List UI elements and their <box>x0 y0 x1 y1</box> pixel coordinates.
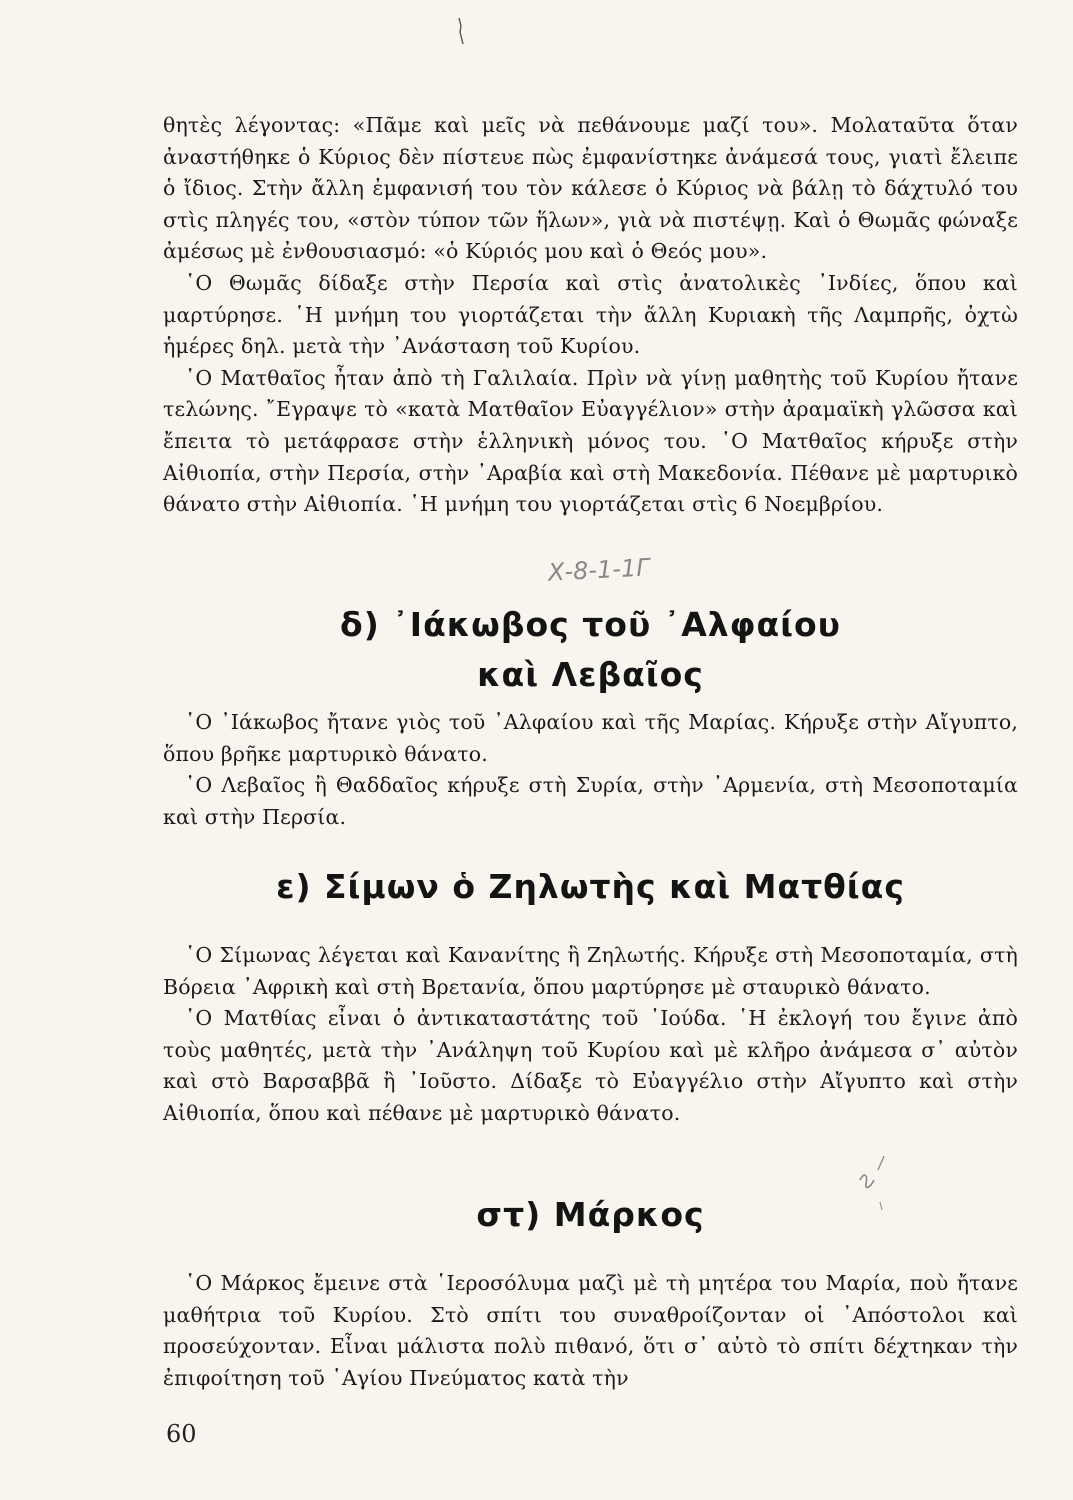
paragraph-lebbaeus: ῾Ο Λεβαῖος ἢ Θαδδαῖος κήρυξε στὴ Συρία, στὴν ᾿Αρμενία, στὴ Μεσοποταμία καὶ στὴν Περσία. <box>163 773 1018 829</box>
section-heading-james-lebbaeus <box>163 600 1018 700</box>
paragraph-thomas-doubt: θητὲς λέγοντας: «Πᾶμε καὶ μεῖς νὰ πεθάνουμε μαζί του». Μολαταῦτα ὅταν ἀναστήθηκε ὁ Κύριος δὲν πίστευε πὼς ἐμφανίστηκε ἀνάμεσά τους, γιατὶ ἔλειπε ὁ ἴδιος. Στὴν ἄλλη ἐμφανισή του τὸν κάλεσε ὁ Κύριος νὰ βάλῃ τὸ δάχτυλό του στὶς πληγές του, «στὸν τύπον τῶν ἥλων», γιὰ νὰ πιστέψῃ. Καὶ ὁ Θωμᾶς φώναξε ἀμέσως μὲ ἐνθουσιασμό: «ὁ Κύριός μου καὶ ὁ Θεός μου». <box>163 113 1018 264</box>
paragraph-james: ῾Ο ᾿Ιάκωβος ἤτανε γιὸς τοῦ ᾿Αλφαίου καὶ τῆς Μαρίας. Κήρυξε στὴν Αἴγυπτο, ὅπου βρῆκε μαρτυρικὸ θάνατο. <box>163 710 1018 766</box>
paragraph-thomas-memory: ῾Ο Θωμᾶς δίδαξε στὴν Περσία καὶ στὶς ἀνατολικὲς ᾿Ινδίες, ὅπου καὶ μαρτύρησε. ῾Η μνήμη του γιορτάζεται τὴν ἄλλη Κυριακὴ τῆς Λαμπρῆς, ὀχτὼ ἡμέρες δηλ. μετὰ τὴν ᾿Ανάσταση τοῦ Κυρίου. <box>163 270 1018 359</box>
section-heading-simon-matthias: ε) Σίμων ὁ Ζηλωτὴς καὶ Ματθίας <box>276 867 905 906</box>
section-e-text-block <box>163 940 1018 1130</box>
continuation-text-block <box>163 110 1018 521</box>
paragraph-mark: ῾Ο Μάρκος ἔμεινε στὰ ῾Ιεροσόλυμα μαζὶ μὲ τὴ μητέρα του Μαρία, ποὺ ἤτανε μαθήτρια τοῦ Κυρίου. Στὸ σπίτι του συναθροίζονταν οἱ ᾿Απόστολοι καὶ προσεύχονταν. Εἶναι μάλιστα πολὺ πιθανό, ὅτι σ᾿ αὐτὸ τὸ σπίτι δέχτηκαν τὴν ἐπιφοίτηση τοῦ ῾Αγίου Πνεύματος κατὰ τὴν <box>163 1271 1018 1390</box>
scan-mark-icon <box>458 18 464 44</box>
paragraph-matthew: ῾Ο Ματθαῖος ἦταν ἀπὸ τὴ Γαλιλαία. Πρὶν νὰ γίνῃ μαθητὴς τοῦ Κυρίου ἤτανε τελώνης. ῎Εγραψε τὸ «κατὰ Ματθαῖον Εὐαγγέλιον» στὴν ἀραμαϊκὴ γλῶσσα καὶ ἔπειτα τὸ μετάφρασε στὴν ἑλληνικὴ μόνος του. ῾Ο Ματθαῖος κήρυξε στὴν Αἰθιοπία, στὴν Περσία, στὴν ᾿Αραβία καὶ στὴ Μακεδονία. Πέθανε μὲ μαρτυρικὸ θάνατο στὴν Αἰθιοπία. ῾Η μνήμη του γιορτάζεται στὶς 6 Νοεμβρίου. <box>163 365 1018 517</box>
paragraph-matthias: ῾Ο Ματθίας εἶναι ὁ ἀντικαταστάτης τοῦ ᾿Ιούδα. ῾Η ἐκλογή του ἔγινε ἀπὸ τοὺς μαθητές, μετὰ τὴν ᾿Ανάληψη τοῦ Κυρίου καὶ μὲ κλῆρο ἀνάμεσα σ᾿ αὐτὸν καὶ στὸ Βαρσαββᾶ ἢ ᾿Ιοῦστο. Δίδαξε τὸ Εὐαγγέλιο στὴν Αἴγυπτο καὶ στὴν Αἰθιοπία, ὅπου καὶ πέθανε μὲ μαρτυρικὸ θάνατο. <box>163 1006 1018 1125</box>
section-heading-line-2: καὶ Λεβαῖος <box>477 655 704 694</box>
section-heading-mark: στ) Μάρκος <box>476 1195 705 1234</box>
section-st-text-block <box>163 1268 1018 1394</box>
pencil-annotation: Χ-8-1-1Γ <box>547 553 651 587</box>
section-d-text-block <box>163 707 1018 833</box>
page-number: 60 <box>166 1420 197 1448</box>
section-heading-line-1: δ) ᾿Ιάκωβος τοῦ ᾿Αλφαίου <box>340 605 841 644</box>
paragraph-simon: ῾Ο Σίμωνας λέγεται καὶ Κανανίτης ἢ Ζηλωτής. Κήρυξε στὴ Μεσοποταμία, στὴ Βόρεια ᾿Αφρικὴ καὶ στὴ Βρετανία, ὅπου μαρτύρησε μὲ σταυρικὸ θάνατο. <box>163 943 1018 999</box>
